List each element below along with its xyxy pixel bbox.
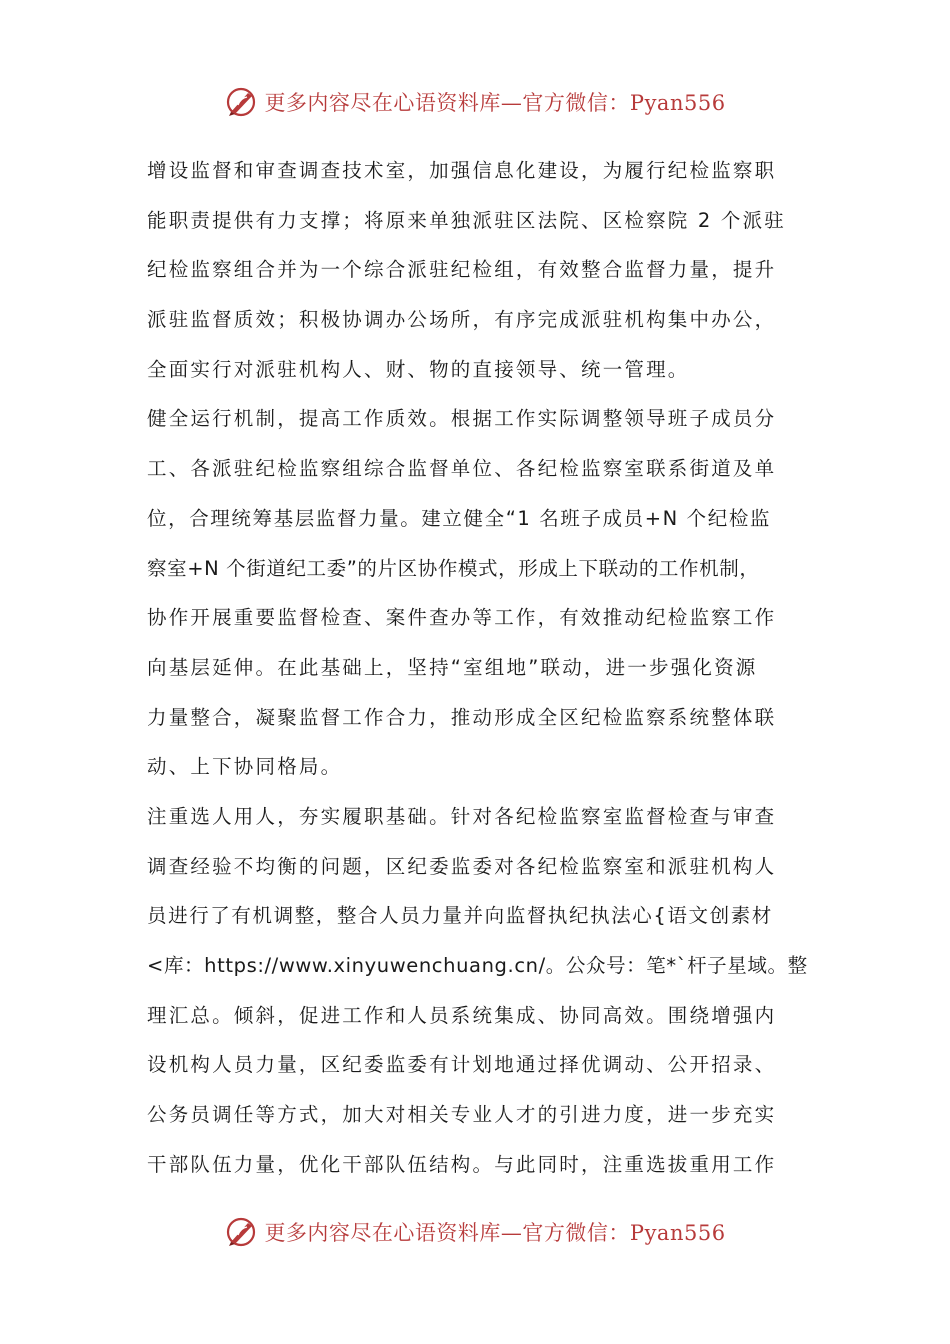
text-line: 力量整合，凝聚监督工作合力，推动形成全区纪检监察系统整体联 bbox=[147, 705, 777, 729]
text-line: 公务员调任等方式，加大对相关专业人才的引进力度，进一步充实 bbox=[147, 1103, 777, 1127]
pen-logo-icon bbox=[224, 1215, 258, 1249]
text-line: <库：https://www.xinyuwenchuang.cn/。公众号：笔*`杆子星域。整 bbox=[147, 954, 808, 977]
text-line: 向基层延伸。在此基础上，坚持“室组地”联动，进一步强化资源 bbox=[147, 655, 758, 679]
header-banner bbox=[0, 82, 950, 122]
footer-banner-text: 更多内容尽在心语资料库—官方微信：Pyan556 bbox=[264, 1221, 726, 1245]
text-line: 健全运行机制，提高工作质效。根据工作实际调整领导班子成员分 bbox=[147, 407, 777, 431]
text-line: 设机构人员力量，区纪委监委有计划地通过择优调动、公开招录、 bbox=[147, 1053, 777, 1077]
text-line: 纪检监察组合并为一个综合派驻纪检组，有效整合监督力量，提升 bbox=[147, 258, 777, 282]
header-banner-text: 更多内容尽在心语资料库—官方微信：Pyan556 bbox=[264, 91, 726, 115]
text-line: 理汇总。倾斜，促进工作和人员系统集成、协同高效。围绕增强内 bbox=[147, 1003, 777, 1027]
text-line: 察室+N 个街道纪工委”的片区协作模式，形成上下联动的工作机制， bbox=[147, 556, 760, 580]
text-line: 注重选人用人，夯实履职基础。针对各纪检监察室监督检查与审查 bbox=[147, 804, 777, 828]
text-line: 派驻监督质效；积极协调办公场所，有序完成派驻机构集中办公， bbox=[147, 308, 777, 332]
text-line: 增设监督和审查调查技术室，加强信息化建设，为履行纪检监察职 bbox=[147, 159, 777, 182]
text-line: 员进行了有机调整，整合人员力量并向监督执纪执法心{语文创素材 bbox=[147, 904, 773, 928]
text-line: 位，合理统筹基层监督力量。建立健全“1 名班子成员+N 个纪检监 bbox=[147, 506, 772, 530]
text-line: 工、各派驻纪检监察组综合监督单位、各纪检监察室联系街道及单 bbox=[147, 457, 777, 481]
text-line: 动、上下协同格局。 bbox=[147, 755, 343, 779]
footer-banner bbox=[0, 1212, 950, 1252]
text-line: 能职责提供有力支撑；将原来单独派驻区法院、区检察院 2 个派驻 bbox=[147, 208, 787, 232]
pen-logo-icon bbox=[224, 85, 258, 119]
text-line: 全面实行对派驻机构人、财、物的直接领导、统一管理。 bbox=[147, 357, 690, 381]
text-line: 调查经验不均衡的问题，区纪委监委对各纪检监察室和派驻机构人 bbox=[147, 854, 777, 878]
text-line: 协作开展重要监督检查、案件查办等工作，有效推动纪检监察工作 bbox=[147, 606, 777, 630]
document-body bbox=[147, 146, 812, 1189]
text-line: 干部队伍力量，优化干部队伍结构。与此同时，注重选拔重用工作 bbox=[147, 1152, 777, 1176]
